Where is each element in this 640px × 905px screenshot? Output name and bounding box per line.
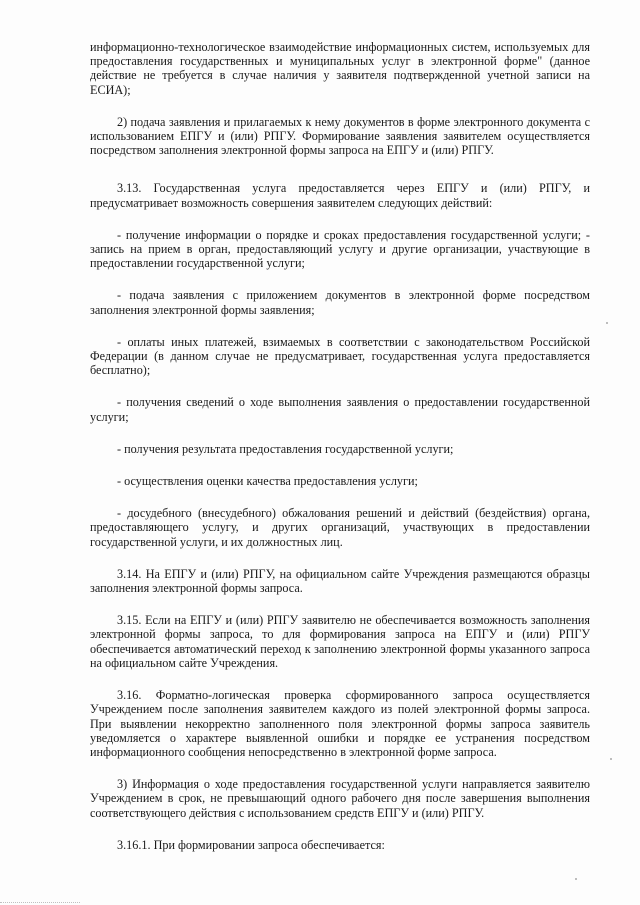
list-item-quality: - осуществления оценки качества предоставления услуги; [117,474,418,489]
list-item-status: - получения сведений о ходе выполнения заявления о предоставлении государственной услуги; [90,395,590,424]
paragraph-section-3-16-1: 3.16.1. При формировании запроса обеспечивается: [117,837,385,852]
list-item-result: - получения результата предоставления государственной услуги; [117,441,454,456]
paragraph-section-3-15: 3.15. Если на ЕПГУ и (или) РПГУ заявителю не обеспечивается возможность заполнения электронной формы запроса, то для формирования запроса на ЕПГУ и (или) РПГУ обеспечивается автоматический переход к заполнению электронной формы указанного запроса на официальном сайте Учреждения. [90,613,590,670]
paragraph-section-3-14: 3.14. На ЕПГУ и (или) РПГУ, на официальном сайте Учреждения размещаются образцы заполнения электронной формы запроса. [90,566,590,596]
list-item-information: - получение информации о порядке и сроках предоставления государственной услуги; - запись на прием в орган, предоставляющий услугу и другие организации, участвующие в предоставлении государственной услуги; [90,227,590,271]
scan-speck [575,878,577,880]
document-body [90,40,590,852]
paragraph-section-3-13: 3.13. Государственная услуга предоставляется через ЕПГУ и (или) РПГУ, и предусматривает возможность совершения заявителем следующих действий: [90,181,590,210]
paragraph-esia-interaction: информационно-технологическое взаимодействие информационных систем, используемых для предоставления государственных и муниципальных услуг в электронной форме" (данное действие не требуется в случае наличия у заявителя подтвержденной учетной записи на ЕСИА); [90,40,590,97]
paragraph-section-3-16: 3.16. Форматно-логическая проверка сформированного запроса осуществляется Учреждением после заполнения заявителем каждого из полей электронной формы запроса. При выявлении некорректно заполненного поля электронной формы запроса заявитель уведомляется о характере выявленной ошибки и порядке ее устранения посредством информационного сообщения непосредственно в электронной форме запроса. [90,688,590,759]
scan-speck [606,322,608,324]
scan-edge-artifact [0,900,80,903]
scan-speck [610,758,612,760]
paragraph-application-submission: 2) подача заявления и прилагаемых к нему документов в форме электронного документа с использованием ЕПГУ и (или) РПГУ. Формирование заявления заявителем осуществляется посредством заполнения электронной формы запроса на ЕПГУ и (или) РПГУ. [90,114,590,158]
paragraph-status-notification: 3) Информация о ходе предоставления государственной услуги направляется заявителю Учреждением в срок, не превышающий одного рабочего дня после завершения выполнения соответствующего действия с использованием средств ЕПГУ и (или) РПГУ. [90,777,590,820]
list-item-appeal: - досудебного (внесудебного) обжалования решений и действий (бездействия) органа, предоставляющего услугу, и других организаций, участвующих в предоставлении государственной услуги, и их должностных лиц. [90,506,590,549]
list-item-payments: - оплаты иных платежей, взимаемых в соответствии с законодательством Российской Федерации (в данном случае не предусматривает, государственная услуга предоставляется бесплатно); [90,334,590,378]
list-item-submission: - подача заявления с приложением документов в электронной форме посредством заполнения электронной формы заявления; [90,288,590,317]
